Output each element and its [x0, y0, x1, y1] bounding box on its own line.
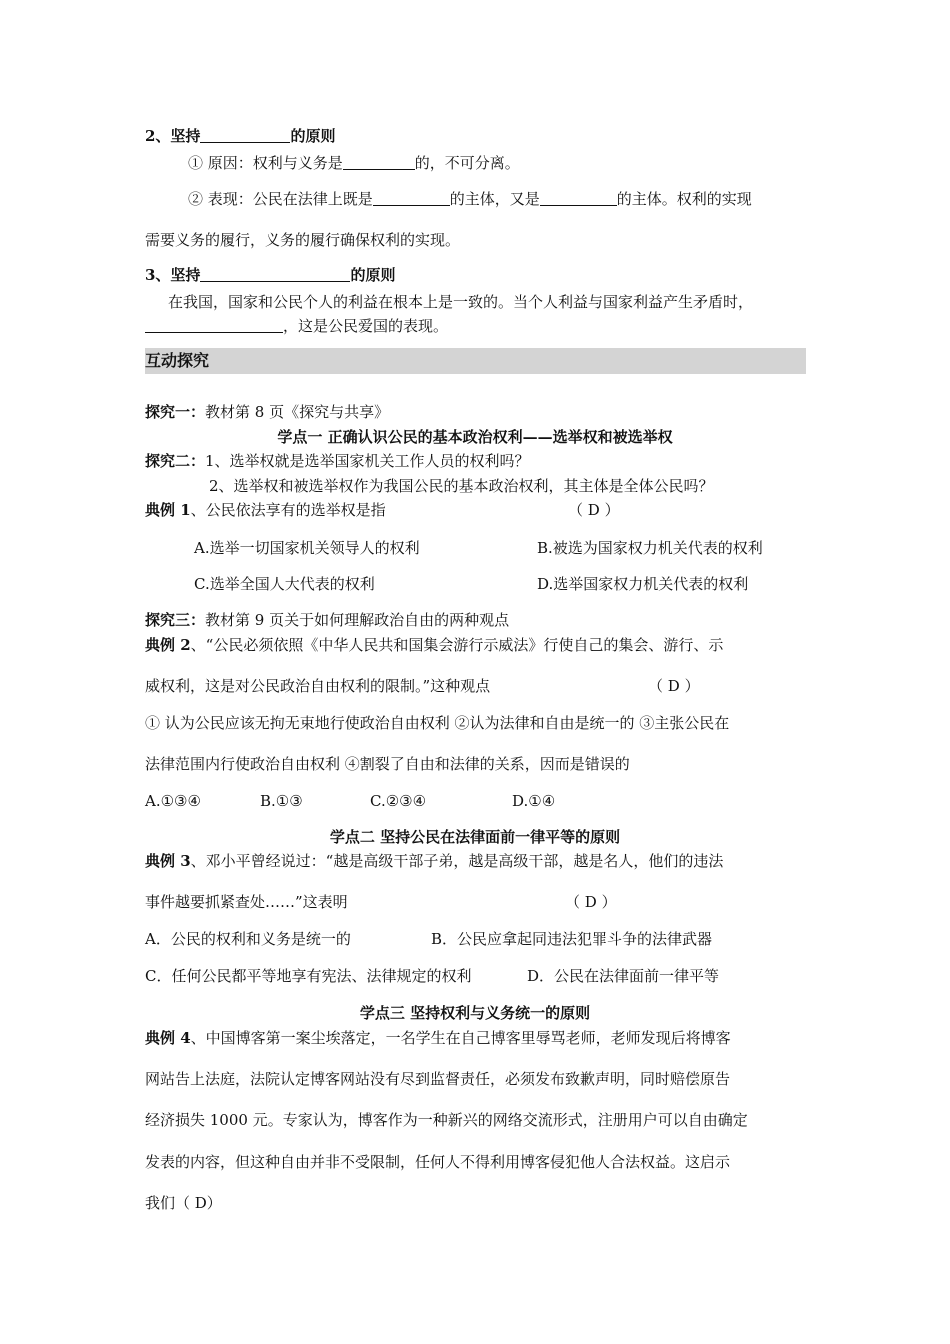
example4-line5: 我们（ D） — [145, 1194, 222, 1212]
example3-answer: （ D ） — [565, 893, 617, 911]
example3-option-c: C．任何公民都平等地享有宪法、法律规定的权利 — [145, 967, 472, 985]
example4-stem: 典例 4、中国博客第一案尘埃落定，一名学生在自己博客里辱骂老师，老师发现后将博客 — [145, 1029, 731, 1047]
blank-line — [200, 126, 290, 143]
example1-option-b: B.被选为国家权力机关代表的权利 — [537, 539, 763, 557]
example4-line3: 经济损失 1000 元。专家认为，博客作为一种新兴的网络交流形式，注册用户可以自由确定 — [145, 1111, 748, 1129]
explore2: 探究二：1、选举权就是选举国家机关工作人员的权利吗？ — [145, 452, 530, 470]
example2-stem-cont: 威权利，这是对公民政治自由权利的限制。”这种观点 — [145, 677, 491, 695]
example2-option-d: D.①④ — [512, 792, 556, 810]
example3-stem: 典例 3、邓小平曾经说过：“越是高级干部子弟，越是高级干部，越是名人，他们的违法 — [145, 852, 724, 870]
example3-stem-cont: 事件越要抓紧查处……”这表明 — [145, 893, 348, 911]
example1-option-a: A.选举一切国家机关领导人的权利 — [194, 539, 420, 557]
blank-line — [343, 153, 415, 170]
sec2-heading: 2、坚持 的原则 — [145, 127, 336, 145]
sec2-expression-cont: 需要义务的履行，义务的履行确保权利的实现。 — [145, 231, 461, 249]
example1-answer: （ D ） — [568, 501, 620, 519]
example2-option-c: C.②③④ — [370, 792, 427, 810]
example2-option-b: B.①③ — [260, 792, 303, 810]
example3-option-b: B．公民应拿起同违法犯罪斗争的法律武器 — [431, 930, 713, 948]
example4-line4: 发表的内容，但这种自由并非不受限制，任何人不得利用博客侵犯他人合法权益。这启示 — [145, 1153, 731, 1171]
sec2-reason: ① 原因：权利与义务是 的，不可分离。 — [188, 154, 520, 172]
banner-title: 互动探究 — [145, 351, 210, 370]
sec2-expression: ② 表现：公民在法律上既是 的主体，又是 的主体。权利的实现 — [188, 190, 752, 208]
section-banner — [145, 348, 806, 374]
blank-line — [540, 189, 617, 206]
point3-title: 学点三 坚持权利与义务统一的原则 — [359, 1004, 591, 1022]
point1-title: 学点一 正确认识公民的基本政治权利——选举权和被选举权 — [277, 428, 673, 446]
blank-line — [145, 316, 283, 333]
point2-title: 学点二 坚持公民在法律面前一律平等的原则 — [329, 828, 621, 846]
sec3-body: 在我国，国家和公民个人的利益在根本上是一致的。当个人利益与国家利益产生矛盾时， — [168, 293, 754, 311]
example2-answer: （ D ） — [648, 677, 700, 695]
sec3-heading: 3、坚持 的原则 — [145, 266, 396, 284]
example4-line2: 网站告上法庭，法院认定博客网站没有尽到监督责任，必须发布致歉声明，同时赔偿原告 — [145, 1070, 731, 1088]
example2-statements-cont: 法律范围内行使政治自由权利 ④割裂了自由和法律的关系，因而是错误的 — [145, 755, 630, 773]
blank-line — [200, 265, 350, 282]
example1-option-d: D.选举国家权力机关代表的权利 — [537, 575, 749, 593]
explore3: 探究三：教材第 9 页关于如何理解政治自由的两种观点 — [145, 611, 510, 629]
explore1: 探究一：教材第 8 页《探究与共享》 — [145, 403, 390, 421]
sec3-body-cont: ，这是公民爱国的表现。 — [145, 316, 448, 336]
example1-option-c: C.选举全国人大代表的权利 — [194, 575, 375, 593]
example2-option-a: A.①③④ — [145, 792, 201, 810]
example3-option-d: D．公民在法律面前一律平等 — [527, 967, 720, 985]
example2-statements: ① 认为公民应该无拘无束地行使政治自由权利 ②认为法律和自由是统一的 ③主张公民在 — [145, 714, 730, 732]
example1-stem: 典例 1、公民依法享有的选举权是指 — [145, 501, 386, 519]
explore2-q2: 2、选举权和被选举权作为我国公民的基本政治权利，其主体是全体公民吗？ — [209, 477, 714, 495]
example2-stem: 典例 2、“公民必须依照《中华人民共和国集会游行示威法》行使自己的集会、游行、示 — [145, 636, 724, 654]
blank-line — [373, 189, 450, 206]
example3-option-a: A．公民的权利和义务是统一的 — [145, 930, 351, 948]
